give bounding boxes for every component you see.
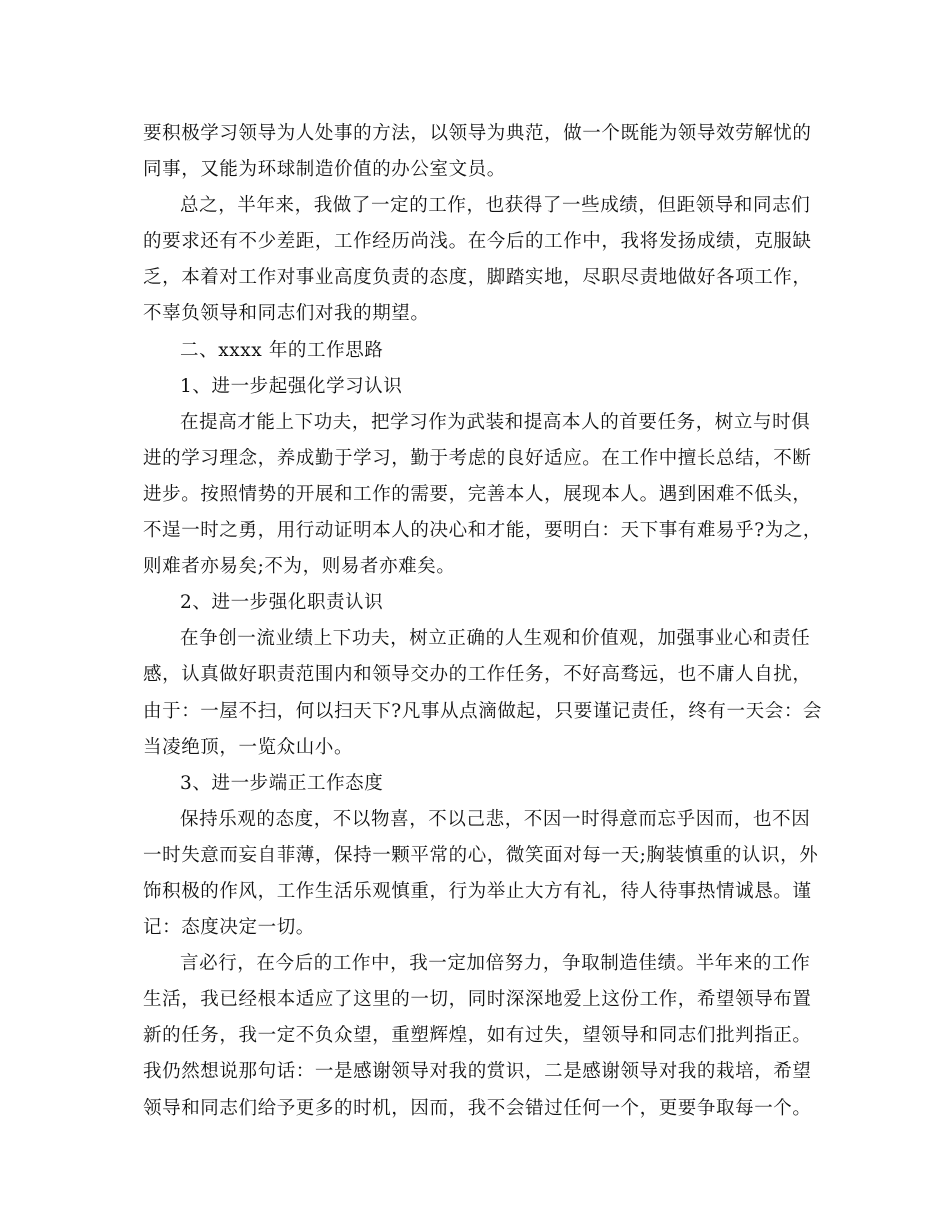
text-line: 领导和同志们给予更多的时机，因而，我不会错过任何一个，更要争取每一个。 (143, 1097, 812, 1119)
subsection-heading: 1、进一步起强化学习认识 (180, 375, 403, 397)
text-line: 进步。按照情势的开展和工作的需要，完善本人，展现本人。遇到困难不低头， (143, 483, 812, 505)
paragraph (143, 405, 823, 585)
text-line: 我仍然想说那句话：一是感谢领导对我的赏识，二是感谢领导对我的栽培，希望 (143, 1061, 812, 1083)
text-line: 同事，又能为环球制造价值的办公室文员。 (143, 159, 506, 181)
text-line: 不辜负领导和同志们对我的期望。 (143, 303, 430, 325)
section-heading: 二、xxxx 年的工作思路 (180, 339, 384, 361)
text-line: 保持乐观的态度，不以物喜，不以己悲，不因一时得意而忘乎因而，也不因 (180, 808, 811, 830)
text-line: 在争创一流业绩上下功夫，树立正确的人生观和价值观，加强事业心和责任 (180, 628, 811, 650)
text-line: 则难者亦易矣;不为，则易者亦难矣。 (143, 556, 456, 578)
text-line: 言必行，在今后的工作中，我一定加倍努力，争取制造佳绩。半年来的工作 (180, 953, 811, 975)
paragraph (143, 946, 811, 1126)
text-line: 要积极学习领导为人处事的方法，以领导为典范，做一个既能为领导效劳解忧的 (143, 123, 812, 144)
subsection-heading: 3、进一步端正工作态度 (180, 772, 384, 794)
text-line: 总之，半年来，我做了一定的工作，也获得了一些成绩，但距领导和同志们 (180, 195, 811, 217)
text-line: 当凌绝顶，一览众山小。 (143, 736, 354, 758)
text-line: 新的任务，我一定不负众望，重塑辉煌，如有过失，望领导和同志们批判指正。 (143, 1025, 812, 1047)
text-line: 由于：一屋不扫，何以扫天下?凡事从点滴做起，只要谨记责任，终有一天会：会 (143, 700, 823, 722)
subsection-heading: 2、进一步强化职责认识 (180, 592, 384, 614)
text-line: 记：态度决定一切。 (143, 917, 315, 939)
text-line: 的要求还有不少差距，工作经历尚浅。在今后的工作中，我将发扬成绩，克服缺 (143, 231, 812, 253)
text-line: 乏，本着对工作对事业高度负责的态度，脚踏实地，尽职尽责地做好各项工作， (143, 267, 812, 289)
text-line: 一时失意而妄自菲薄，保持一颗平常的心，微笑面对每一天;胸装慎重的认识，外 (143, 844, 819, 866)
paragraph (143, 802, 819, 946)
paragraph (143, 621, 823, 765)
text-line: 进的学习理念，养成勤于学习，勤于考虑的良好适应。在工作中擅长总结，不断 (143, 447, 812, 469)
text-line: 饰积极的作风，工作生活乐观慎重，行为举止大方有礼，待人待事热情诚恳。谨 (143, 880, 812, 902)
text-line: 在提高才能上下功夫，把学习作为武装和提高本人的首要任务，树立与时俱 (180, 411, 811, 433)
text-line: 感，认真做好职责范围内和领导交办的工作任务，不好高骛远，也不庸人自扰， (143, 664, 812, 686)
document-body (143, 116, 823, 1127)
paragraph (143, 188, 811, 332)
text-line: 生活，我已经根本适应了这里的一切，同时深深地爱上这份工作，希望领导布置 (143, 989, 812, 1011)
text-line: 不逞一时之勇，用行动证明本人的决心和才能，要明白：天下事有难易乎?为之， (143, 520, 823, 542)
paragraph (143, 116, 811, 188)
